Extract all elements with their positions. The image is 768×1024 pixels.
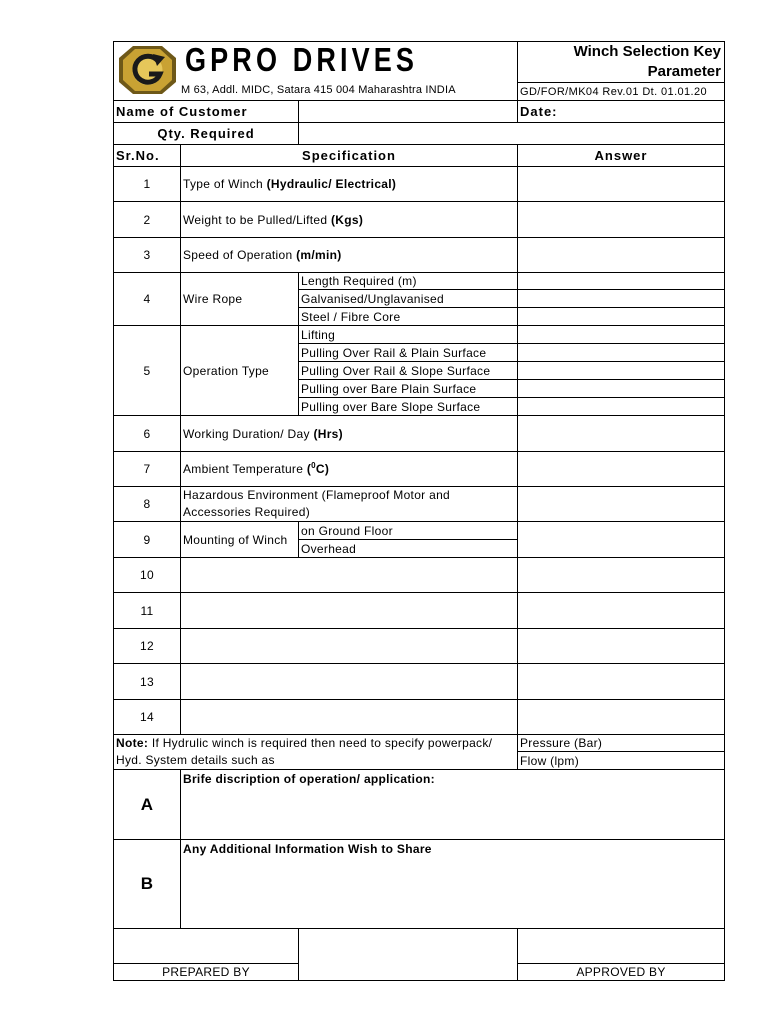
- spec-text: [183, 462, 329, 476]
- row-number: 6: [113, 415, 181, 452]
- answer-cell: [517, 307, 725, 326]
- form-title-line2: Parameter: [647, 63, 721, 80]
- gpro-drives-logo-icon: [117, 44, 178, 96]
- spec-cell: [180, 592, 518, 629]
- note-cell: [113, 734, 518, 770]
- row-number: 2: [113, 201, 181, 238]
- spec-option: Galvanised/Unglavanised: [298, 289, 518, 308]
- row-number: 3: [113, 237, 181, 273]
- row-number: 5: [113, 325, 181, 416]
- column-header-specification: Specification: [180, 144, 518, 167]
- answer-cell: [517, 325, 725, 344]
- spec-cell: [180, 628, 518, 664]
- spec-text: [183, 427, 343, 441]
- row-number: 1: [113, 166, 181, 202]
- spec-option: Pulling over Bare Plain Surface: [298, 379, 518, 398]
- form-title-line1: Winch Selection Key: [573, 43, 721, 60]
- answer-cell: [517, 592, 725, 629]
- form-title: [517, 41, 725, 83]
- note-line-1: [116, 735, 492, 752]
- spec-option: Steel / Fibre Core: [298, 307, 518, 326]
- answer-cell: [517, 415, 725, 452]
- note-label: Note:: [116, 736, 149, 750]
- prepared-by-label: PREPARED BY: [113, 963, 299, 981]
- spec-option: Pulling Over Rail & Plain Surface: [298, 343, 518, 362]
- answer-cell: [517, 272, 725, 290]
- answer-cell: [517, 486, 725, 522]
- spec-cell: [180, 166, 518, 202]
- unit-close: C): [315, 462, 330, 476]
- row-number: 8: [113, 486, 181, 522]
- spec-label: Speed of Operation: [183, 248, 293, 262]
- answer-cell: [517, 557, 725, 593]
- answer-cell: [517, 289, 725, 308]
- spec-unit: (Kgs): [330, 212, 364, 227]
- customer-name-value: [298, 100, 518, 123]
- degree-superscript: 0: [311, 461, 316, 470]
- note-line-2: Hyd. System details such as: [116, 753, 275, 767]
- spec-option: Pulling Over Rail & Slope Surface: [298, 361, 518, 380]
- row-number: 9: [113, 521, 181, 558]
- spec-unit: (m/min): [296, 248, 342, 262]
- prepared-by-signature-box: [113, 928, 299, 964]
- customer-name-label: Name of Customer: [113, 100, 299, 123]
- row-number: 13: [113, 663, 181, 700]
- row-number: 12: [113, 628, 181, 664]
- qty-required-label: Qty. Required: [113, 122, 299, 145]
- answer-cell: [517, 521, 725, 558]
- answer-cell: [517, 201, 725, 238]
- row-number: 11: [113, 592, 181, 629]
- spec-text: [183, 248, 342, 262]
- approved-by-label: APPROVED BY: [517, 963, 725, 981]
- spec-label: Hazardous Environment (Flameproof Motor and Accessories Required): [183, 488, 451, 519]
- note-text: If Hydrulic winch is required then need to specify powerpack/: [151, 736, 493, 750]
- company-address: M 63, Addl. MIDC, Satara 415 004 Maharashtra INDIA: [181, 84, 456, 96]
- row-number: 14: [113, 699, 181, 735]
- spec-cell: [180, 201, 518, 238]
- answer-cell: [517, 343, 725, 362]
- answer-cell: [517, 166, 725, 202]
- spec-label: Type of Winch: [183, 177, 263, 191]
- section-letter-a: A: [113, 769, 181, 840]
- spec-cell: [180, 237, 518, 273]
- operation-description-prompt: Brife discription of operation/ application:: [180, 769, 725, 840]
- pressure-label: Pressure (Bar): [517, 734, 725, 752]
- spec-cell: [180, 451, 518, 487]
- spec-label: Weight to be Pulled/Lifted: [183, 212, 328, 227]
- section-letter-b: B: [113, 839, 181, 929]
- spec-unit: [307, 462, 329, 476]
- spec-text: [183, 213, 363, 227]
- spec-unit: (Hrs): [313, 426, 343, 441]
- spec-text: [183, 177, 396, 191]
- answer-cell: [517, 451, 725, 487]
- spec-cell: [180, 557, 518, 593]
- column-header-sr-no: Sr.No.: [113, 144, 181, 167]
- answer-cell: [517, 237, 725, 273]
- spec-option: Overhead: [298, 539, 518, 558]
- document-code: GD/FOR/MK04 Rev.01 Dt. 01.01.20: [517, 82, 725, 101]
- spec-label: Wire Rope: [180, 272, 299, 326]
- spec-cell: [180, 486, 518, 522]
- row-number: 10: [113, 557, 181, 593]
- row-number: 7: [113, 451, 181, 487]
- row-number: 4: [113, 272, 181, 326]
- date-label: Date:: [517, 100, 725, 123]
- spec-cell: [180, 699, 518, 735]
- spec-cell: [180, 415, 518, 452]
- spec-label: Mounting of Winch: [180, 521, 299, 558]
- spec-option: Length Required (m): [298, 272, 518, 290]
- answer-cell: [517, 397, 725, 416]
- answer-cell: [517, 663, 725, 700]
- additional-info-prompt: Any Additional Information Wish to Share: [180, 839, 725, 929]
- spec-unit: (Hydraulic/ Electrical): [266, 177, 397, 191]
- flow-label: Flow (lpm): [517, 751, 725, 770]
- answer-cell: [517, 628, 725, 664]
- spec-label: Working Duration/ Day: [183, 426, 310, 441]
- qty-required-value: [298, 122, 725, 145]
- column-header-answer: Answer: [517, 144, 725, 167]
- spec-option: on Ground Floor: [298, 521, 518, 540]
- spec-label: Operation Type: [180, 325, 299, 416]
- answer-cell: [517, 379, 725, 398]
- answer-cell: [517, 699, 725, 735]
- spec-option: Lifting: [298, 325, 518, 344]
- unit-open: (: [306, 462, 312, 476]
- middle-signature-box: [298, 928, 518, 981]
- spec-cell: [180, 663, 518, 700]
- spec-label: Ambient Temperature: [183, 462, 304, 476]
- spec-option: Pulling over Bare Slope Surface: [298, 397, 518, 416]
- answer-cell: [517, 361, 725, 380]
- company-name: GPRO DRIVES: [185, 41, 419, 78]
- approved-by-signature-box: [517, 928, 725, 964]
